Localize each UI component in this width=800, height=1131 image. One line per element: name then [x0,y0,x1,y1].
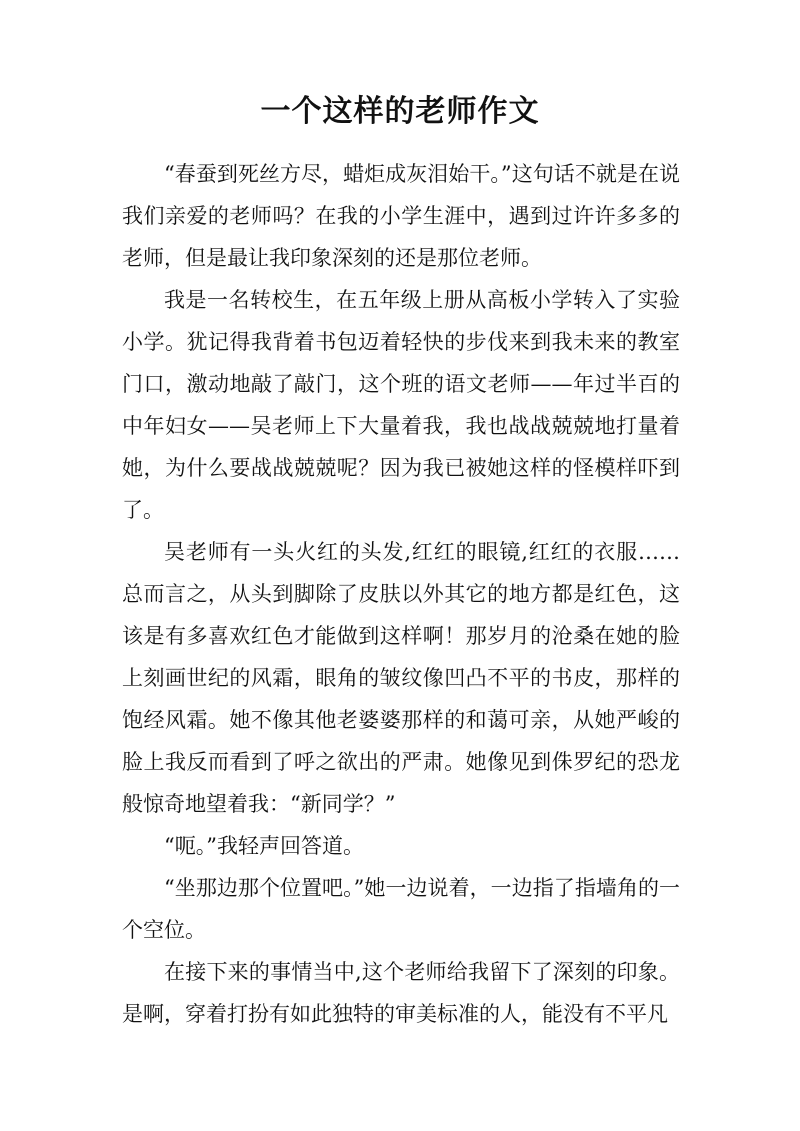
paragraph-6: 在接下来的事情当中,这个老师给我留下了深刻的印象。是啊，穿着打扮有如此独特的审美标准的人，能没有不平凡 [122,960,680,1026]
paragraph-2: 我是一名转校生，在五年级上册从高板小学转入了实验小学。犹记得我背着书包迈着轻快的步伐来到我未来的教室门口，激动地敲了敲门，这个班的语文老师——年过半百的中年妇女——吴老师上下大量着我，我也战战兢兢地打量着她，为什么要战战兢兢呢？因为我已被她这样的怪模样吓到了。 [122,288,680,522]
paragraph-5: “坐那边那个位置吧。”她一边说着，一边指了指墙角的一个空位。 [122,876,680,942]
paragraph-3: 吴老师有一头火红的头发,红红的眼镜,红红的衣服……总而言之，从头到脚除了皮肤以外其它的地方都是红色，这该是有多喜欢红色才能做到这样啊！那岁月的沧桑在她的脸上刻画世纪的风霜，眼角的皱纹像凹凸不平的书皮，那样的饱经风霜。她不像其他老婆婆那样的和蔼可亲，从她严峻的脸上我反而看到了呼之欲出的严肃。她像见到侏罗纪的恐龙般惊奇地望着我：“新同学？” [122,540,680,816]
paragraph-4: “呃。”我轻声回答道。 [164,834,364,858]
paragraph-1: “春蚕到死丝方尽，蜡炬成灰泪始干。”这句话不就是在说我们亲爱的老师吗？在我的小学生涯中，遇到过许许多多的老师，但是最让我印象深刻的还是那位老师。 [122,162,680,270]
document-title: 一个这样的老师作文 [260,94,540,129]
document-body [122,153,680,1035]
